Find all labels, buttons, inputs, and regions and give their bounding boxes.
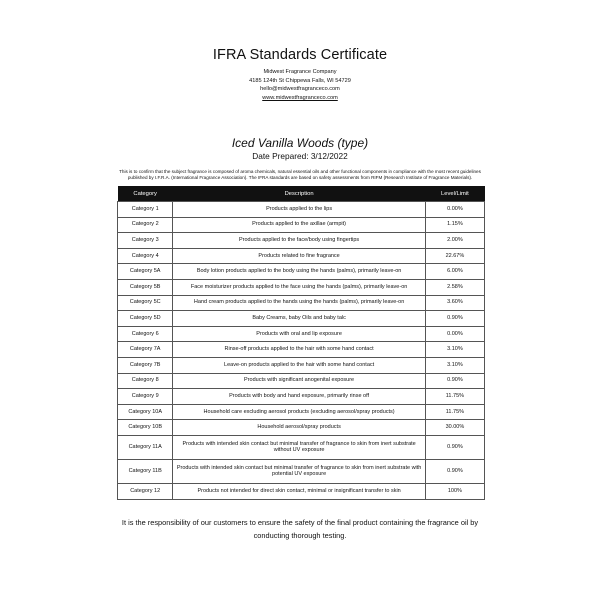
table-row: [118, 233, 485, 249]
cell-level: 0.00%: [425, 202, 484, 218]
table-row: [118, 217, 485, 233]
company-website-link[interactable]: www.midwestfragranceco.com: [262, 94, 338, 101]
cell-description: Products with body and hand exposure, primarily rinse off: [173, 389, 425, 405]
company-address: 4185 124th St Chippewa Falls, WI 54729: [249, 77, 351, 84]
cell-description: Face moisturizer products applied to the face using the hands (palms), primarily leave-on: [173, 279, 425, 295]
cell-level: 0.90%: [425, 435, 484, 459]
table-row: [118, 248, 485, 264]
cell-description: Baby Creams, baby Oils and baby talc: [173, 311, 425, 327]
table-row: [118, 264, 485, 280]
cell-level: 2.58%: [425, 279, 484, 295]
table-row: [118, 459, 485, 483]
company-email[interactable]: hello@midwestfragranceco.com: [260, 86, 340, 93]
cell-category: Category 5C: [118, 295, 173, 311]
table-row: [118, 295, 485, 311]
cell-level: 3.60%: [425, 295, 484, 311]
cell-level: 11.75%: [425, 404, 484, 420]
cell-description: Products applied to the face/body using fingertips: [173, 233, 425, 249]
cell-level: 1.15%: [425, 217, 484, 233]
cell-category: Category 3: [118, 233, 173, 249]
cell-category: Category 10B: [118, 420, 173, 436]
cell-level: 11.75%: [425, 389, 484, 405]
header-description: Description: [173, 186, 425, 202]
table-row: [118, 357, 485, 373]
cell-category: Category 6: [118, 326, 173, 342]
cell-level: 3.10%: [425, 342, 484, 358]
cell-level: 3.10%: [425, 357, 484, 373]
cell-level: 2.00%: [425, 233, 484, 249]
table-header-row: [118, 186, 485, 202]
cell-category: Category 9: [118, 389, 173, 405]
table-row: [118, 342, 485, 358]
table-row: [118, 311, 485, 327]
cell-description: Body lotion products applied to the body using the hands (palms), primarily leave-on: [173, 264, 425, 280]
table-row: [118, 483, 485, 499]
cell-description: Rinse-off products applied to the hair with some hand contact: [173, 342, 425, 358]
table-row: [118, 279, 485, 295]
product-name: Iced Vanilla Woods (type): [231, 136, 369, 150]
cell-description: Products not intended for direct skin contact, minimal or insignificant transfer to skin: [173, 483, 425, 499]
compliance-statement: This is to confirm that the subject fragrance is composed of aroma chemicals, natural essential oils and other functional components in compliance with the most recent guidelines published by I.F.R.A. (International Fragrance Association). The IFRA standards are based on safety assessments from RIFM (Research Institute of Fragrance Materials).: [119, 169, 481, 181]
cell-category: Category 5D: [118, 311, 173, 327]
cell-category: Category 8: [118, 373, 173, 389]
cell-description: Hand cream products applied to the hands using the hands (palms), primarily leave-on: [173, 295, 425, 311]
cell-level: 0.90%: [425, 311, 484, 327]
cell-description: Products related to fine fragrance: [173, 248, 425, 264]
cell-description: Products with intended skin contact but minimal transfer of fragrance to skin from inert substrate without UV exposure: [173, 435, 425, 459]
cell-category: Category 5A: [118, 264, 173, 280]
cell-category: Category 5B: [118, 279, 173, 295]
header-level: Level/Limit: [425, 186, 484, 202]
cell-description: Household aerosol/spray products: [173, 420, 425, 436]
cell-category: Category 12: [118, 483, 173, 499]
header-category: Category: [118, 186, 173, 202]
cell-category: Category 11A: [118, 435, 173, 459]
cell-level: 0.00%: [425, 326, 484, 342]
table-row: [118, 435, 485, 459]
cell-category: Category 4: [118, 248, 173, 264]
cell-category: Category 11B: [118, 459, 173, 483]
cell-level: 0.90%: [425, 373, 484, 389]
cell-level: 6.00%: [425, 264, 484, 280]
company-name: Midwest Fragrance Company: [263, 69, 337, 75]
certificate-title: IFRA Standards Certificate: [212, 47, 388, 63]
cell-level: 100%: [425, 483, 484, 499]
table-row: [118, 389, 485, 405]
cell-category: Category 7A: [118, 342, 173, 358]
cell-level: 22.67%: [425, 248, 484, 264]
cell-category: Category 7B: [118, 357, 173, 373]
cell-description: Products applied to the lips: [173, 202, 425, 218]
date-prepared: Date Prepared: 3/12/2022: [252, 151, 348, 161]
cell-description: Products with oral and lip exposure: [173, 326, 425, 342]
cell-description: Products with significant anogenital exposure: [173, 373, 425, 389]
table-row: [118, 202, 485, 218]
responsibility-note: It is the responsibility of our customers to ensure the safety of the final product containing the fragrance oil by conducting thorough testing.: [121, 518, 479, 540]
cell-category: Category 10A: [118, 404, 173, 420]
cell-level: 30.00%: [425, 420, 484, 436]
cell-level: 0.90%: [425, 459, 484, 483]
table-row: [118, 373, 485, 389]
table-row: [118, 420, 485, 436]
table-row: [118, 326, 485, 342]
cell-description: Household care excluding aerosol products (excluding aerosol/spray products): [173, 404, 425, 420]
cell-description: Products with intended skin contact but minimal transfer of fragrance to skin from inert substrate with potential UV exposure: [173, 459, 425, 483]
cell-description: Leave-on products applied to the hair with some hand contact: [173, 357, 425, 373]
cell-category: Category 1: [118, 202, 173, 218]
ifra-table: [117, 186, 485, 500]
cell-category: Category 2: [118, 217, 173, 233]
table-row: [118, 404, 485, 420]
cell-description: Products applied to the axillae (armpit): [173, 217, 425, 233]
